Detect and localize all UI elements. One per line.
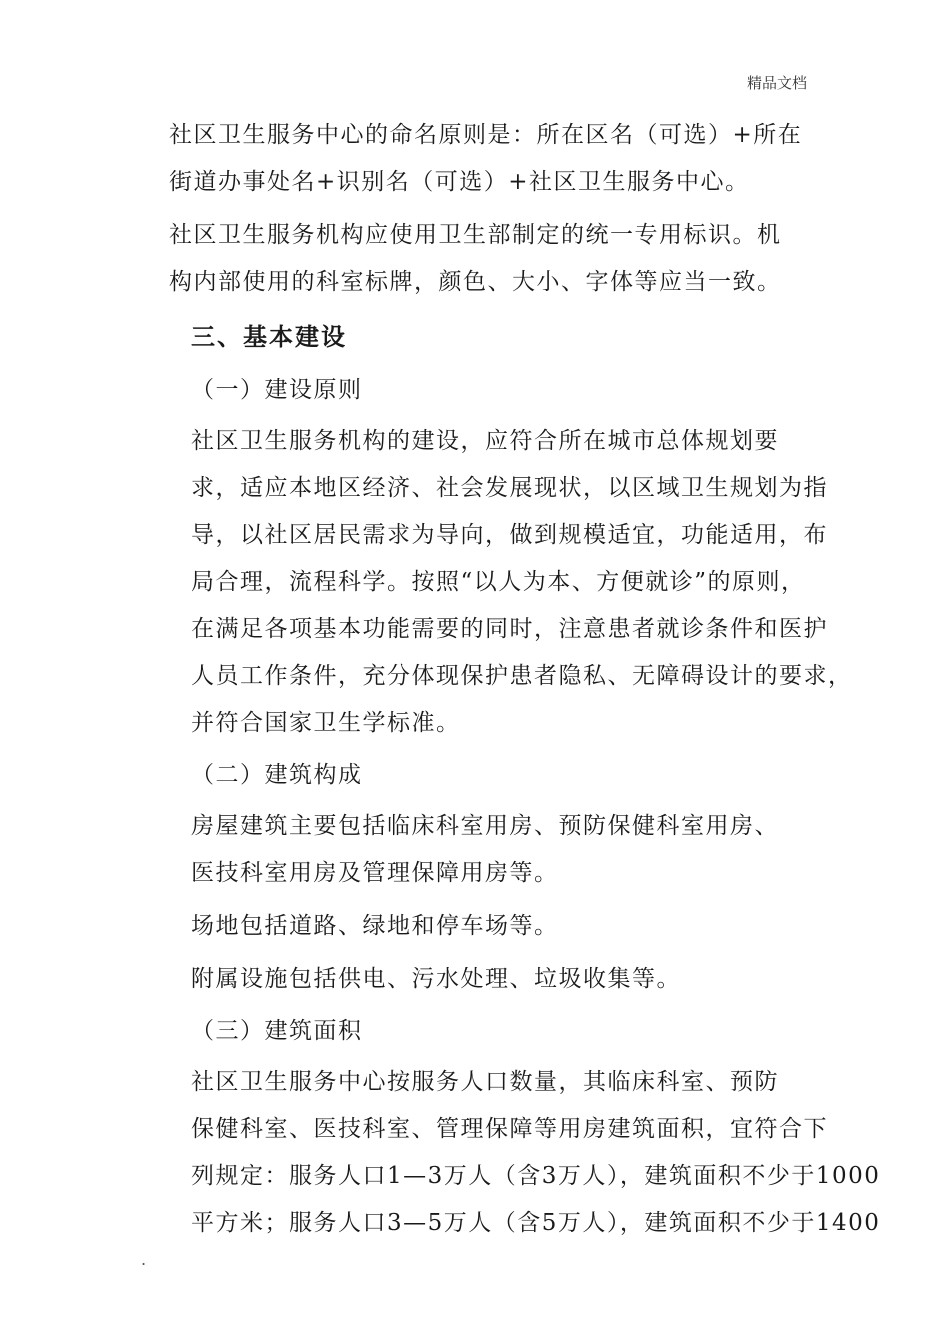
paragraph-line: 附属设施包括供电、污水处理、垃圾收集等。 (191, 966, 681, 992)
paragraph-line: 并符合国家卫生学标准。 (191, 710, 461, 736)
paragraph (141, 803, 813, 897)
paragraph (141, 903, 813, 950)
footer-mark: . (141, 1250, 147, 1269)
section-heading: 三、基本建设 (191, 322, 347, 351)
paragraph-line: 房屋建筑主要包括临床科室用房、预防保健科室用房、 (191, 813, 779, 839)
paragraph-line: 求，适应本地区经济、社会发展现状，以区域卫生规划为指 (191, 475, 828, 501)
paragraph-line: 导，以社区居民需求为导向，做到规模适宜，功能适用，布 (191, 522, 828, 548)
paragraph-line: 列规定：服务人口1—3万人（含3万人），建筑面积不少于1000 (191, 1163, 881, 1189)
paragraph (141, 418, 853, 747)
paragraph-line: 街道办事处名+识别名（可选）+社区卫生服务中心。 (169, 169, 750, 195)
paragraph-line: 人员工作条件，充分体现保护患者隐私、无障碍设计的要求， (191, 663, 853, 689)
paragraph-line: 社区卫生服务中心的命名原则是：所在区名（可选）+所在 (169, 122, 803, 148)
paragraph-line: 社区卫生服务机构应使用卫生部制定的统一专用标识。机 (169, 222, 782, 248)
page-header-label: 精品文档 (746, 74, 807, 92)
paragraph-line: 平方米；服务人口3—5万人（含5万人），建筑面积不少于1400 (191, 1210, 881, 1236)
paragraph-line: 保健科室、医技科室、管理保障等用房建筑面积，宜符合下 (191, 1116, 828, 1142)
paragraph-line: 社区卫生服务机构的建设，应符合所在城市总体规划要 (191, 428, 779, 454)
paragraph-line: 构内部使用的科室标牌，颜色、大小、字体等应当一致。 (169, 269, 782, 295)
paragraph-line: 医技科室用房及管理保障用房等。 (191, 860, 559, 886)
document-body (141, 112, 881, 1253)
subsection-heading: （二）建筑构成 (191, 762, 363, 788)
paragraph-line: 局合理，流程科学。按照“以人为本、方便就诊”的原则， (191, 569, 806, 595)
paragraph-line: 在满足各项基本功能需要的同时，注意患者就诊条件和医护 (191, 616, 828, 642)
subsection-heading: （三）建筑面积 (191, 1018, 363, 1044)
paragraph-line: 社区卫生服务中心按服务人口数量，其临床科室、预防 (191, 1069, 779, 1095)
paragraph-line: 场地包括道路、绿地和停车场等。 (191, 913, 559, 939)
paragraph (141, 956, 813, 1003)
paragraph (141, 1059, 881, 1247)
subsection-heading: （一）建设原则 (191, 377, 363, 403)
paragraph (141, 212, 813, 306)
paragraph (141, 112, 813, 206)
